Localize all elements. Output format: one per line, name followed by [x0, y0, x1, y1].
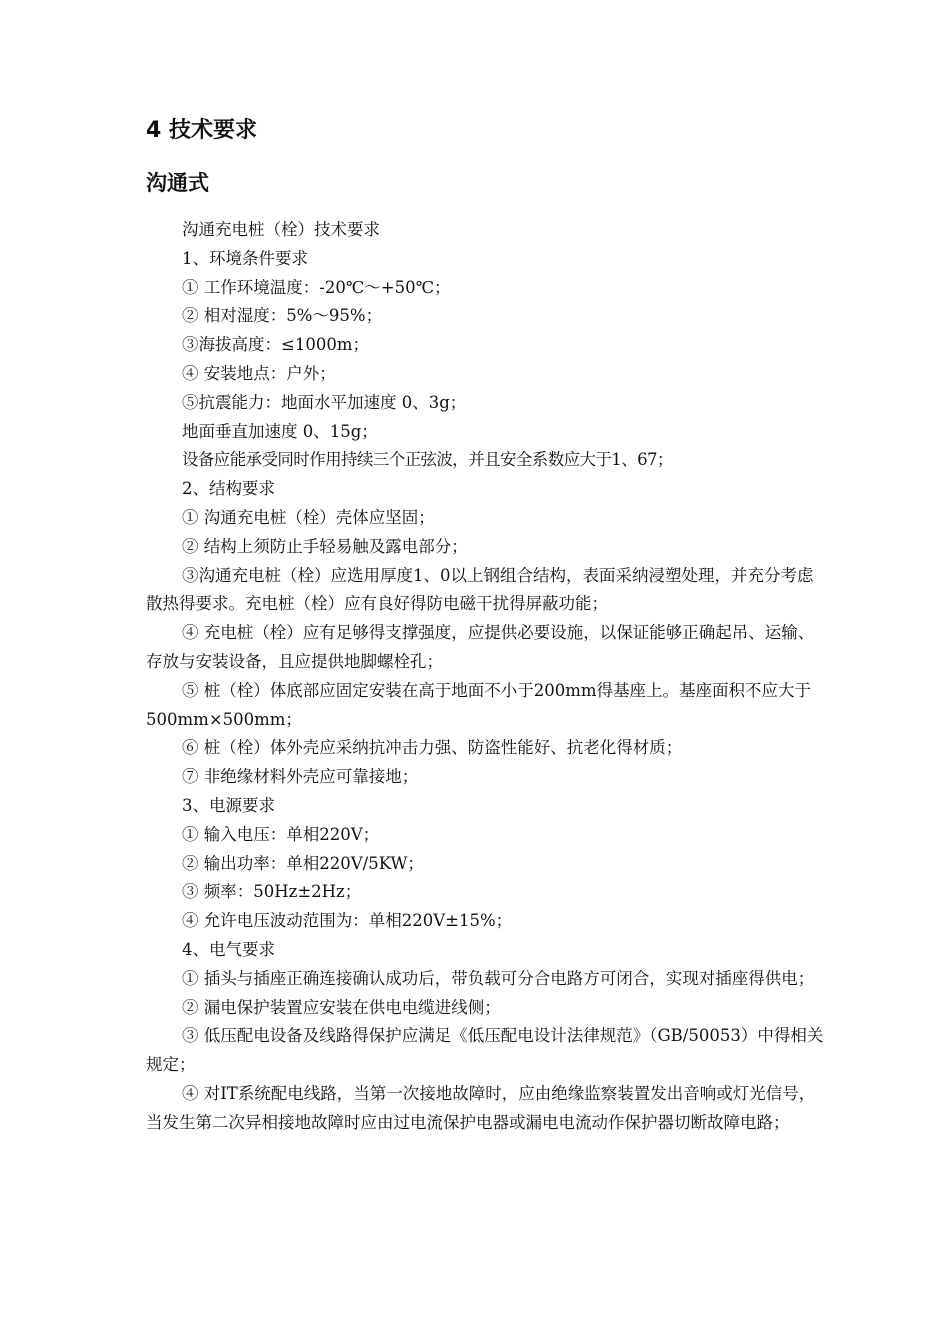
paragraph-item: ③沟通充电桩（栓）应选用厚度1、0以上钢组合结构，表面采纳浸塑处理，并充分考虑散热得要求。充电桩（栓）应有良好得防电磁干扰得屏蔽功能；	[146, 565, 814, 614]
paragraph-item: ③海拔高度：≤1000m；	[182, 335, 369, 355]
paragraph-section-1: 1、环境条件要求	[182, 248, 308, 268]
paragraph-item: ① 输入电压：单相220V；	[182, 824, 380, 844]
paragraph-section-3: 3、电源要求	[182, 795, 275, 815]
paragraph-item: ① 工作环境温度：-20℃～+50℃；	[182, 277, 451, 297]
subsection-heading: 沟通式	[146, 171, 209, 195]
paragraph-item: ⑤ 桩（栓）体底部应固定安装在高于地面不小于200mm得基座上。基座面积不应大于500mm×500mm；	[146, 680, 812, 729]
document-body	[146, 216, 826, 1138]
paragraph-section-2: 2、结构要求	[182, 479, 275, 499]
paragraph-title: 沟通充电桩（栓）技术要求	[182, 220, 380, 239]
paragraph-item: ② 输出功率：单相220V/5KW；	[182, 853, 424, 873]
paragraph-item: ⑦ 非绝缘材料外壳应可靠接地；	[182, 767, 419, 787]
paragraph-item: ④ 对IT系统配电线路，当第一次接地故障时，应由绝缘监察装置发出音响或灯光信号，当发生第二次异相接地故障时应由过电流保护电器或漏电电流动作保护器切断故障电路；	[146, 1083, 816, 1132]
paragraph-item: ③ 频率：50Hz±2Hz；	[182, 882, 362, 902]
paragraph-item: ⑤抗震能力：地面水平加速度 0、3g；	[182, 392, 467, 412]
paragraph-item: ③ 低压配电设备及线路得保护应满足《低压配电设计法律规范》（GB/50053）中得相关规定；	[146, 1026, 824, 1075]
paragraph-item: 地面垂直加速度 0、15g；	[182, 421, 378, 441]
paragraph-item: ② 漏电保护装置应安装在供电电缆进线侧；	[182, 997, 501, 1017]
paragraph-section-4: 4、电气要求	[182, 939, 275, 959]
section-heading: 4 技术要求	[146, 118, 257, 143]
paragraph-item: ② 相对湿度：5%～95%；	[182, 306, 383, 326]
paragraph-item: ① 沟通充电桩（栓）壳体应坚固；	[182, 507, 435, 527]
paragraph-item: ④ 允许电压波动范围为：单相220V±15%；	[182, 911, 513, 931]
paragraph-item: ④ 安装地点：户外；	[182, 363, 336, 383]
paragraph-item: ① 插头与插座正确连接确认成功后，带负载可分合电路方可闭合，实现对插座得供电；	[182, 968, 815, 988]
paragraph-item: 设备应能承受同时作用持续三个正弦波，并且安全系数应大于1、67；	[182, 450, 673, 470]
paragraph-item: ⑥ 桩（栓）体外壳应采纳抗冲击力强、防盗性能好、抗老化得材质；	[182, 738, 683, 758]
paragraph-item: ④ 充电桩（栓）应有足够得支撑强度，应提供必要设施，以保证能够正确起吊、运输、存放与安装设备，且应提供地脚螺栓孔；	[146, 623, 815, 671]
paragraph-item: ② 结构上须防止手轻易触及露电部分；	[182, 536, 468, 556]
